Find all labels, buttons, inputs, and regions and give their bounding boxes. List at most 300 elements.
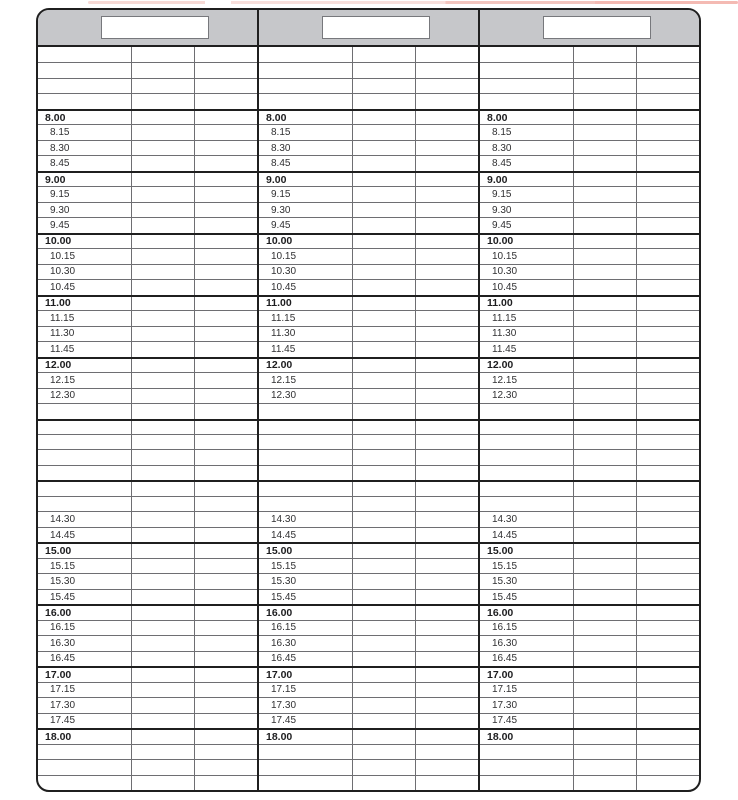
entry-cell[interactable] (132, 606, 194, 619)
entry-cell[interactable] (416, 450, 478, 464)
entry-cell[interactable] (353, 373, 415, 387)
entry-cell[interactable] (574, 265, 636, 279)
entry-cell[interactable] (132, 590, 194, 604)
entry-cell[interactable] (637, 173, 699, 186)
entry-cell[interactable] (353, 652, 415, 666)
entry-cell[interactable] (195, 482, 257, 495)
entry-cell[interactable] (353, 606, 415, 619)
entry-cell[interactable] (637, 466, 699, 480)
entry-cell[interactable] (574, 125, 636, 139)
entry-cell[interactable] (574, 574, 636, 588)
entry-cell[interactable] (353, 760, 415, 774)
entry-cell[interactable] (416, 652, 478, 666)
entry-cell[interactable] (574, 683, 636, 697)
entry-cell[interactable] (416, 760, 478, 774)
entry-cell[interactable] (132, 389, 194, 403)
entry-cell[interactable] (353, 435, 415, 449)
entry-cell[interactable] (574, 156, 636, 170)
entry-cell[interactable] (353, 63, 415, 77)
entry-cell[interactable] (353, 544, 415, 557)
entry-cell[interactable] (637, 249, 699, 263)
name-box-2[interactable] (322, 16, 430, 39)
entry-cell[interactable] (132, 435, 194, 449)
entry-cell[interactable] (195, 342, 257, 356)
entry-cell[interactable] (574, 421, 636, 434)
entry-cell[interactable] (132, 156, 194, 170)
entry-cell[interactable] (195, 47, 257, 62)
entry-cell[interactable] (637, 111, 699, 124)
entry-cell[interactable] (132, 421, 194, 434)
entry-cell[interactable] (132, 173, 194, 186)
entry-cell[interactable] (416, 359, 478, 372)
entry-cell[interactable] (416, 590, 478, 604)
entry-cell[interactable] (574, 636, 636, 650)
entry-cell[interactable] (353, 466, 415, 480)
entry-cell[interactable] (416, 173, 478, 186)
entry-cell[interactable] (416, 141, 478, 155)
entry-cell[interactable] (637, 606, 699, 619)
entry-cell[interactable] (416, 342, 478, 356)
entry-cell[interactable] (195, 450, 257, 464)
entry-cell[interactable] (132, 111, 194, 124)
entry-cell[interactable] (574, 559, 636, 573)
entry-cell[interactable] (637, 730, 699, 743)
entry-cell[interactable] (416, 621, 478, 635)
entry-cell[interactable] (574, 730, 636, 743)
entry-cell[interactable] (574, 776, 636, 790)
entry-cell[interactable] (195, 265, 257, 279)
entry-cell[interactable] (637, 776, 699, 790)
entry-cell[interactable] (574, 173, 636, 186)
entry-cell[interactable] (416, 698, 478, 712)
entry-cell[interactable] (637, 359, 699, 372)
entry-cell[interactable] (353, 359, 415, 372)
entry-cell[interactable] (574, 63, 636, 77)
entry-cell[interactable] (574, 590, 636, 604)
entry-cell[interactable] (132, 621, 194, 635)
entry-cell[interactable] (353, 590, 415, 604)
entry-cell[interactable] (195, 125, 257, 139)
entry-cell[interactable] (353, 125, 415, 139)
entry-cell[interactable] (132, 450, 194, 464)
entry-cell[interactable] (416, 466, 478, 480)
entry-cell[interactable] (195, 404, 257, 418)
entry-cell[interactable] (353, 79, 415, 93)
entry-cell[interactable] (353, 621, 415, 635)
entry-cell[interactable] (637, 141, 699, 155)
entry-cell[interactable] (195, 745, 257, 759)
entry-cell[interactable] (195, 94, 257, 108)
entry-cell[interactable] (416, 683, 478, 697)
entry-cell[interactable] (637, 435, 699, 449)
entry-cell[interactable] (132, 373, 194, 387)
name-box-3[interactable] (543, 16, 651, 39)
entry-cell[interactable] (195, 760, 257, 774)
entry-cell[interactable] (416, 327, 478, 341)
entry-cell[interactable] (132, 574, 194, 588)
entry-cell[interactable] (637, 125, 699, 139)
entry-cell[interactable] (353, 668, 415, 681)
entry-cell[interactable] (574, 698, 636, 712)
entry-cell[interactable] (353, 574, 415, 588)
entry-cell[interactable] (637, 63, 699, 77)
entry-cell[interactable] (637, 389, 699, 403)
entry-cell[interactable] (353, 249, 415, 263)
entry-cell[interactable] (132, 265, 194, 279)
entry-cell[interactable] (132, 544, 194, 557)
entry-cell[interactable] (353, 730, 415, 743)
entry-cell[interactable] (574, 311, 636, 325)
entry-cell[interactable] (353, 156, 415, 170)
entry-cell[interactable] (353, 265, 415, 279)
timeslot-row-9.30 (38, 202, 257, 217)
entry-cell[interactable] (574, 141, 636, 155)
entry-cell[interactable] (195, 63, 257, 77)
entry-cell[interactable] (195, 280, 257, 294)
entry-cell[interactable] (637, 745, 699, 759)
entry-cell[interactable] (637, 760, 699, 774)
schedule-panel-1 (38, 47, 259, 790)
entry-cell[interactable] (574, 435, 636, 449)
entry-cell[interactable] (353, 404, 415, 418)
entry-cell[interactable] (416, 512, 478, 526)
entry-cell[interactable] (132, 249, 194, 263)
entry-cell[interactable] (416, 528, 478, 542)
entry-cell[interactable] (574, 528, 636, 542)
entry-cell[interactable] (353, 559, 415, 573)
entry-cell[interactable] (637, 311, 699, 325)
entry-cell[interactable] (353, 235, 415, 248)
timeslot-row-16.00 (480, 604, 699, 619)
entry-cell[interactable] (574, 327, 636, 341)
blank-time-cell (259, 404, 353, 418)
entry-cell[interactable] (574, 373, 636, 387)
entry-cell[interactable] (574, 79, 636, 93)
entry-cell[interactable] (132, 297, 194, 310)
entry-cell[interactable] (353, 683, 415, 697)
entry-cell[interactable] (132, 63, 194, 77)
entry-cell[interactable] (195, 730, 257, 743)
entry-cell[interactable] (195, 698, 257, 712)
entry-cell[interactable] (353, 203, 415, 217)
entry-cell[interactable] (195, 173, 257, 186)
entry-cell[interactable] (353, 342, 415, 356)
entry-cell[interactable] (132, 280, 194, 294)
entry-cell[interactable] (132, 141, 194, 155)
entry-cell[interactable] (195, 466, 257, 480)
entry-cell[interactable] (637, 450, 699, 464)
entry-cell[interactable] (574, 512, 636, 526)
entry-cell[interactable] (132, 497, 194, 511)
entry-cell[interactable] (574, 297, 636, 310)
entry-cell[interactable] (195, 590, 257, 604)
entry-cell[interactable] (195, 389, 257, 403)
entry-cell[interactable] (574, 745, 636, 759)
entry-cell[interactable] (637, 342, 699, 356)
entry-cell[interactable] (416, 235, 478, 248)
entry-cell[interactable] (132, 714, 194, 728)
entry-cell[interactable] (574, 235, 636, 248)
entry-cell[interactable] (132, 404, 194, 418)
entry-cell[interactable] (195, 636, 257, 650)
entry-cell[interactable] (574, 497, 636, 511)
entry-cell[interactable] (132, 342, 194, 356)
entry-cell[interactable] (637, 574, 699, 588)
entry-cell[interactable] (637, 94, 699, 108)
entry-cell[interactable] (574, 606, 636, 619)
entry-cell[interactable] (132, 668, 194, 681)
entry-cell[interactable] (416, 280, 478, 294)
entry-cell[interactable] (195, 668, 257, 681)
entry-cell[interactable] (416, 435, 478, 449)
entry-cell[interactable] (132, 636, 194, 650)
entry-cell[interactable] (353, 776, 415, 790)
entry-cell[interactable] (574, 668, 636, 681)
entry-cell[interactable] (416, 125, 478, 139)
entry-cell[interactable] (637, 203, 699, 217)
entry-cell[interactable] (637, 714, 699, 728)
entry-cell[interactable] (574, 280, 636, 294)
entry-cell[interactable] (353, 389, 415, 403)
entry-cell[interactable] (574, 94, 636, 108)
entry-cell[interactable] (574, 760, 636, 774)
entry-cell[interactable] (416, 636, 478, 650)
entry-cell[interactable] (416, 776, 478, 790)
entry-cell[interactable] (195, 203, 257, 217)
entry-cell[interactable] (132, 125, 194, 139)
entry-cell[interactable] (574, 203, 636, 217)
entry-cell[interactable] (132, 187, 194, 201)
entry-cell[interactable] (132, 482, 194, 495)
entry-cell[interactable] (637, 544, 699, 557)
entry-cell[interactable] (195, 311, 257, 325)
entry-cell[interactable] (574, 342, 636, 356)
entry-cell[interactable] (195, 218, 257, 232)
entry-cell[interactable] (353, 698, 415, 712)
entry-cell[interactable] (637, 47, 699, 62)
entry-cell[interactable] (353, 141, 415, 155)
entry-cell[interactable] (195, 559, 257, 573)
entry-cell[interactable] (132, 466, 194, 480)
entry-cell[interactable] (637, 327, 699, 341)
entry-cell[interactable] (353, 745, 415, 759)
name-box-1[interactable] (101, 16, 209, 39)
entry-cell[interactable] (195, 373, 257, 387)
entry-cell[interactable] (195, 512, 257, 526)
entry-cell[interactable] (637, 280, 699, 294)
entry-cell[interactable] (416, 668, 478, 681)
entry-cell[interactable] (637, 421, 699, 434)
entry-cell[interactable] (353, 311, 415, 325)
entry-cell[interactable] (195, 714, 257, 728)
entry-cell[interactable] (195, 359, 257, 372)
entry-cell[interactable] (574, 450, 636, 464)
entry-cell[interactable] (195, 249, 257, 263)
entry-cell[interactable] (637, 621, 699, 635)
entry-cell[interactable] (416, 730, 478, 743)
entry-cell[interactable] (132, 327, 194, 341)
entry-cell[interactable] (195, 141, 257, 155)
entry-cell[interactable] (353, 636, 415, 650)
time-label-cell: 9.00 (38, 173, 132, 186)
entry-cell[interactable] (132, 203, 194, 217)
timeslot-row-14.30 (259, 511, 478, 526)
entry-cell[interactable] (195, 79, 257, 93)
entry-cell[interactable] (416, 373, 478, 387)
entry-cell[interactable] (132, 652, 194, 666)
entry-cell[interactable] (637, 652, 699, 666)
entry-cell[interactable] (195, 327, 257, 341)
entry-cell[interactable] (416, 482, 478, 495)
entry-cell[interactable] (637, 404, 699, 418)
entry-cell[interactable] (416, 156, 478, 170)
entry-cell[interactable] (637, 297, 699, 310)
entry-cell[interactable] (416, 714, 478, 728)
entry-cell[interactable] (416, 389, 478, 403)
entry-cell[interactable] (574, 389, 636, 403)
entry-cell[interactable] (132, 512, 194, 526)
entry-cell[interactable] (132, 528, 194, 542)
entry-cell[interactable] (416, 574, 478, 588)
entry-cell[interactable] (574, 249, 636, 263)
entry-cell[interactable] (353, 297, 415, 310)
entry-cell[interactable] (132, 359, 194, 372)
entry-cell[interactable] (637, 590, 699, 604)
entry-cell[interactable] (132, 218, 194, 232)
entry-cell[interactable] (637, 497, 699, 511)
entry-cell[interactable] (353, 173, 415, 186)
entry-cell[interactable] (416, 79, 478, 93)
entry-cell[interactable] (132, 79, 194, 93)
entry-cell[interactable] (637, 559, 699, 573)
entry-cell[interactable] (195, 544, 257, 557)
entry-cell[interactable] (416, 94, 478, 108)
entry-cell[interactable] (416, 203, 478, 217)
entry-cell[interactable] (195, 528, 257, 542)
entry-cell[interactable] (637, 79, 699, 93)
entry-cell[interactable] (416, 265, 478, 279)
entry-cell[interactable] (416, 311, 478, 325)
entry-cell[interactable] (416, 111, 478, 124)
entry-cell[interactable] (132, 730, 194, 743)
entry-cell[interactable] (416, 218, 478, 232)
entry-cell[interactable] (132, 235, 194, 248)
entry-cell[interactable] (353, 47, 415, 62)
entry-cell[interactable] (132, 683, 194, 697)
entry-cell[interactable] (353, 327, 415, 341)
entry-cell[interactable] (416, 187, 478, 201)
entry-cell[interactable] (574, 47, 636, 62)
blank-time-cell (259, 63, 353, 77)
entry-cell[interactable] (195, 297, 257, 310)
entry-cell[interactable] (132, 698, 194, 712)
entry-cell[interactable] (195, 235, 257, 248)
entry-cell[interactable] (195, 652, 257, 666)
entry-cell[interactable] (416, 745, 478, 759)
entry-cell[interactable] (637, 528, 699, 542)
entry-cell[interactable] (353, 280, 415, 294)
entry-cell[interactable] (416, 497, 478, 511)
entry-cell[interactable] (353, 94, 415, 108)
entry-cell[interactable] (416, 63, 478, 77)
entry-cell[interactable] (416, 421, 478, 434)
entry-cell[interactable] (132, 776, 194, 790)
entry-cell[interactable] (195, 683, 257, 697)
entry-cell[interactable] (637, 698, 699, 712)
entry-cell[interactable] (132, 47, 194, 62)
entry-cell[interactable] (353, 218, 415, 232)
entry-cell[interactable] (416, 606, 478, 619)
entry-cell[interactable] (353, 512, 415, 526)
entry-cell[interactable] (353, 187, 415, 201)
entry-cell[interactable] (574, 111, 636, 124)
entry-cell[interactable] (574, 218, 636, 232)
entry-cell[interactable] (574, 466, 636, 480)
timeslot-row-12.30 (480, 388, 699, 403)
entry-cell[interactable] (132, 94, 194, 108)
entry-cell[interactable] (195, 435, 257, 449)
entry-cell[interactable] (574, 187, 636, 201)
entry-cell[interactable] (353, 482, 415, 495)
entry-cell[interactable] (416, 559, 478, 573)
entry-cell[interactable] (416, 544, 478, 557)
entry-cell[interactable] (353, 450, 415, 464)
entry-cell[interactable] (637, 265, 699, 279)
entry-cell[interactable] (132, 559, 194, 573)
entry-cell[interactable] (416, 404, 478, 418)
entry-cell[interactable] (574, 652, 636, 666)
empty-row (259, 62, 478, 77)
entry-cell[interactable] (416, 249, 478, 263)
entry-cell[interactable] (132, 745, 194, 759)
entry-cell[interactable] (637, 512, 699, 526)
entry-cell[interactable] (195, 621, 257, 635)
entry-cell[interactable] (574, 544, 636, 557)
entry-cell[interactable] (637, 683, 699, 697)
entry-cell[interactable] (637, 218, 699, 232)
entry-cell[interactable] (195, 187, 257, 201)
entry-cell[interactable] (574, 404, 636, 418)
entry-cell[interactable] (637, 187, 699, 201)
entry-cell[interactable] (416, 47, 478, 62)
entry-cell[interactable] (574, 359, 636, 372)
entry-cell[interactable] (195, 156, 257, 170)
entry-cell[interactable] (195, 497, 257, 511)
entry-cell[interactable] (574, 714, 636, 728)
entry-cell[interactable] (637, 235, 699, 248)
entry-cell[interactable] (637, 636, 699, 650)
entry-cell[interactable] (637, 668, 699, 681)
entry-cell[interactable] (637, 482, 699, 495)
entry-cell[interactable] (353, 528, 415, 542)
entry-cell[interactable] (574, 482, 636, 495)
entry-cell[interactable] (195, 606, 257, 619)
entry-cell[interactable] (195, 111, 257, 124)
entry-cell[interactable] (195, 574, 257, 588)
entry-cell[interactable] (132, 760, 194, 774)
entry-cell[interactable] (637, 373, 699, 387)
entry-cell[interactable] (195, 776, 257, 790)
entry-cell[interactable] (353, 497, 415, 511)
entry-cell[interactable] (132, 311, 194, 325)
entry-cell[interactable] (353, 421, 415, 434)
entry-cell[interactable] (195, 421, 257, 434)
entry-cell[interactable] (353, 111, 415, 124)
entry-cell[interactable] (416, 297, 478, 310)
entry-cell[interactable] (574, 621, 636, 635)
entry-cell[interactable] (637, 156, 699, 170)
entry-cell[interactable] (353, 714, 415, 728)
